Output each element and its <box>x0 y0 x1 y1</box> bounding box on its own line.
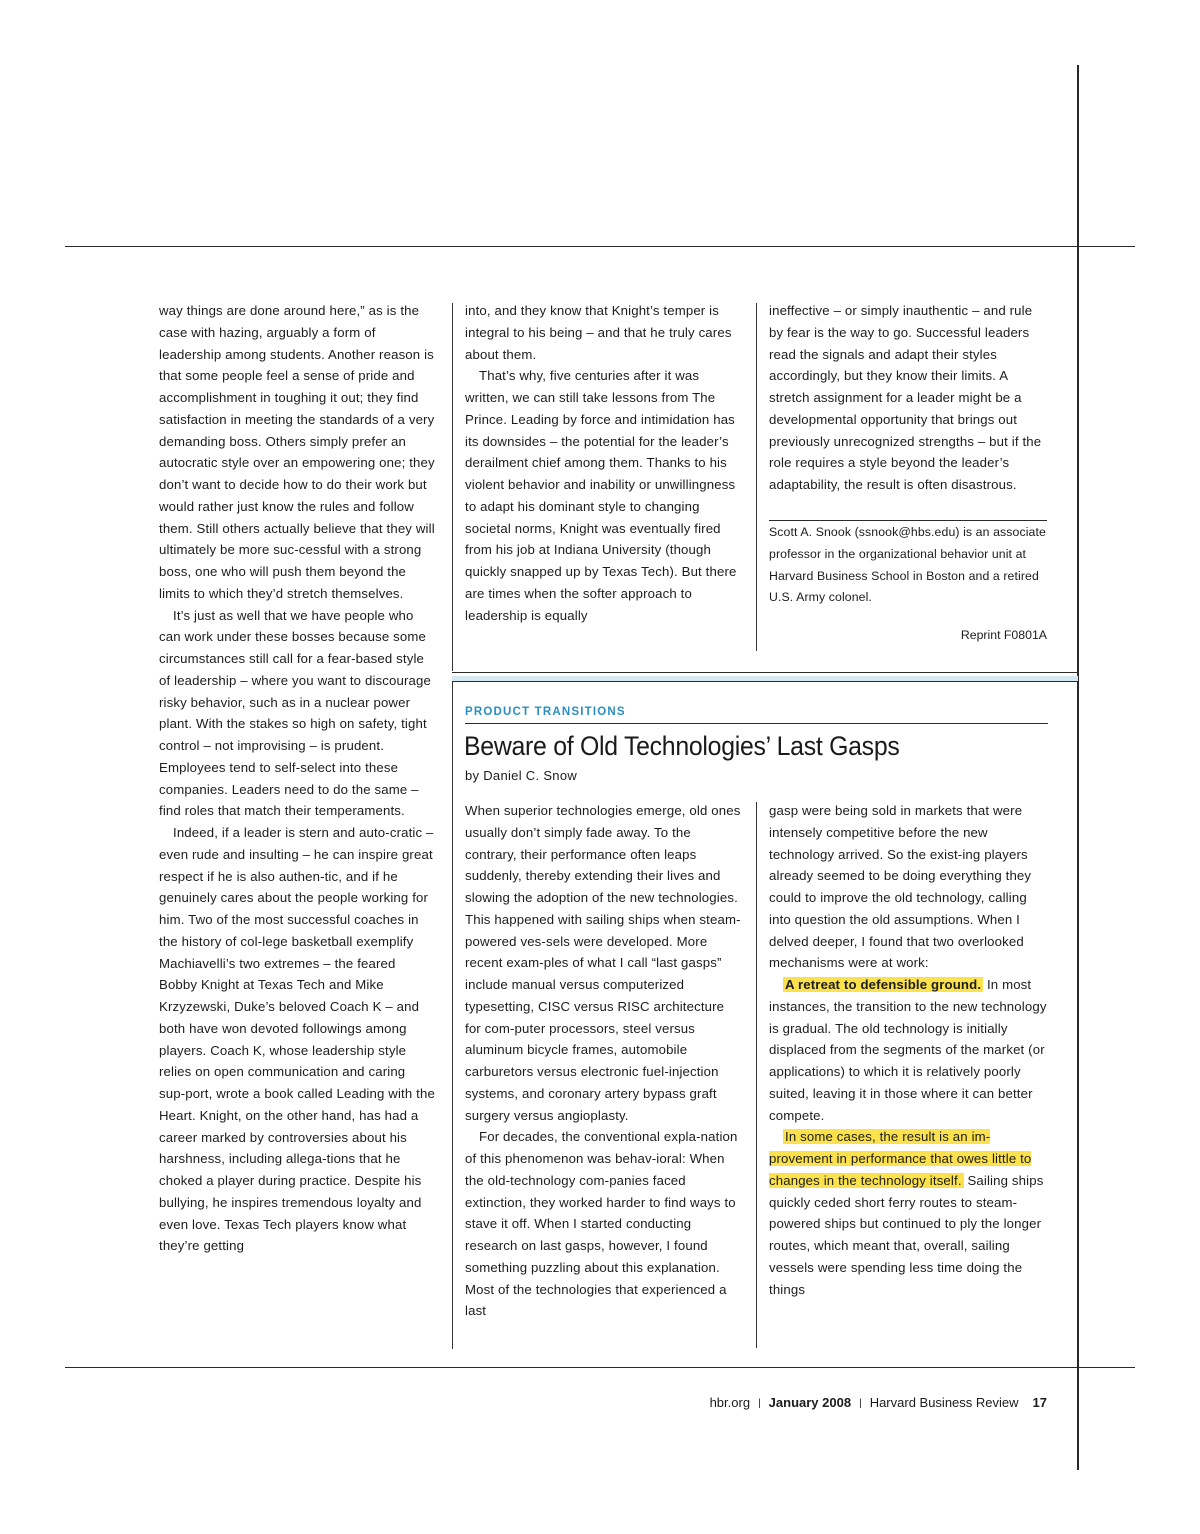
department-label: PRODUCT TRANSITIONS <box>465 706 626 718</box>
footer-site: hbr.org <box>709 1395 751 1410</box>
page-number: 17 <box>1032 1395 1047 1410</box>
highlighted-text: In some cases, the result is an im-provement in performance that owes little to changes in the technology itself. <box>769 1129 1032 1188</box>
article-column-b <box>769 800 1047 1300</box>
paragraph <box>769 1126 1047 1300</box>
article-divider-top <box>452 672 1078 673</box>
article-divider-bottom <box>452 681 1078 682</box>
paragraph: It’s just as well that we have people who can work under these bosses because some circumstances still call for a fear-based style of leadership – where you want to discourage risky behavior, such as in a nuclear power plant. With the stakes so high on safety, tight control – not improvising – is prudent. Employees tend to self-select into these companies. Leaders need to do the same – find roles that match their temperaments. <box>159 607 431 819</box>
bottom-horizontal-rule <box>65 1367 1135 1368</box>
paragraph <box>769 974 1047 1126</box>
top-horizontal-rule <box>65 246 1135 247</box>
paragraph: Indeed, if a leader is stern and auto-cratic – even rude and insulting – he can inspire great respect if he is also authen-tic, and if he genuinely cares about the people working for him. Two of the most successful coaches in the history of col-lege basketball exemplify Machiavelli’s two extremes – the feared Bobby Knight at Texas Tech and Mike Krzyzewski, Duke’s beloved Coach K – and both have won devoted followings among players. Coach K, whose leadership style relies on open communication and caring sup-port, wrote a book called Leading with the Heart. Knight, on the other hand, has had a career marked by controversies about his harshness, including allega-tions that he choked a player during practice. Despite his bullying, he inspires tremendous loyalty and even love. Texas Tech players know what they’re getting <box>159 825 435 1254</box>
column-separator-4 <box>756 802 757 1348</box>
page-footer <box>710 1395 1047 1410</box>
department-rule <box>465 723 1048 724</box>
article-column-1 <box>159 300 435 1257</box>
paragraph: ineffective – or simply inauthentic – and rule by fear is the way to go. Successful leaders read the signals and adapt their styles accordingly, but they know their limits. A stretch assignment for a leader might be a developmental opportunity that brings out previously unrecognized strengths – but if the role requires a style beyond the leader’s adaptability, the result is often disastrous. <box>769 303 1042 492</box>
article-column-a <box>465 800 741 1322</box>
article-column-2 <box>465 300 741 626</box>
paragraph: way things are done around here,” as is the case with hazing, arguably a form of leadership among students. Another reason is that some people feel a sense of pride and accomplishment in toughing it out; they find satisfaction in meeting the standards of a very demanding boss. Others simply prefer an autocratic style over an empowering one; they don’t want to decide how to do their work but would rather just know the rules and follow them. Still others actually believe that they will ultimately be more suc-cessful with a strong boss, one who will push them beyond the limits to which they’d stretch themselves. <box>159 303 435 601</box>
bio-rule <box>769 520 1047 521</box>
column-separator-3 <box>452 682 453 1349</box>
paragraph-text: Sailing ships quickly ceded short ferry routes to steam-powered ships but continued to ply the longer routes, which meant that, overall, sailing vessels were spending less time doing the things <box>769 1172 1044 1297</box>
paragraph: For decades, the conventional expla-nation of this phenomenon was behav-ioral: When the old-technology com-panies faced extinction, they worked harder to find ways to stave it off. When I started conducting research on last gasps, however, I found something puzzling about this explanation. Most of the technologies that experienced a last <box>465 1129 738 1319</box>
highlighted-subhead: A retreat to defensible ground. <box>785 977 982 992</box>
right-vertical-rule <box>1077 65 1079 1470</box>
paragraph-text: In most instances, the transition to the new technology is gradual. The old technology is initially displaced from the segments of the market (or applications) to which it is relatively poorly suited, leaving it in those where it can better compete. <box>769 977 1047 1123</box>
footer-issue: January 2008 <box>768 1395 852 1410</box>
article-title: Beware of Old Technologies’ Last Gasps <box>464 731 900 761</box>
author-bio: Scott A. Snook (ssnook@hbs.edu) is an associate professor in the organizational behavior unit at Harvard Business School in Boston and a retired U.S. Army colonel. <box>769 525 1046 605</box>
article-column-3 <box>769 300 1047 496</box>
footer-publication: Harvard Business Review <box>869 1395 1019 1410</box>
footer-separator: | <box>859 1398 862 1409</box>
paragraph: into, and they know that Knight’s temper is integral to his being – and that he truly cares about them. <box>465 303 732 362</box>
paragraph: gasp were being sold in markets that were intensely competitive before the new technology arrived. So the exist-ing players already seemed to be doing everything they could to improve the old technology, calling into question the old assumptions. When I delved deeper, I found that two overlooked mechanisms were at work: <box>769 803 1032 971</box>
column-separator-2 <box>756 303 757 651</box>
paragraph: When superior technologies emerge, old ones usually don’t simply fade away. To the contrary, their performance often leaps suddenly, thereby extending their lives and slowing the adoption of the new technologies. This happened with sailing ships when steam-powered ves-sels were developed. More recent exam-ples of what I call “last gasps” include manual versus computerized typesetting, CISC versus RISC architecture for com-puter processors, steel versus aluminum bicycle frames, automobile carburetors versus electronic fuel-injection systems, and coronary artery bypass graft surgery versus angioplasty. <box>465 803 741 1123</box>
footer-separator: | <box>758 1398 761 1409</box>
column-separator-1 <box>452 303 453 671</box>
reprint-number: Reprint F0801A <box>960 628 1047 642</box>
article-byline: by Daniel C. Snow <box>465 768 578 783</box>
paragraph: That’s why, five centuries after it was written, we can still take lessons from The Prince. Leading by force and intimidation has its downsides – the potential for the leader’s derailment chief among them. Thanks to his violent behavior and inability or unwillingness to adapt his dominant style to changing societal norms, Knight was eventually fired from his job at Indiana University (though quickly snapped up by Texas Tech). But there are times when the softer approach to leadership is equally <box>465 368 737 623</box>
